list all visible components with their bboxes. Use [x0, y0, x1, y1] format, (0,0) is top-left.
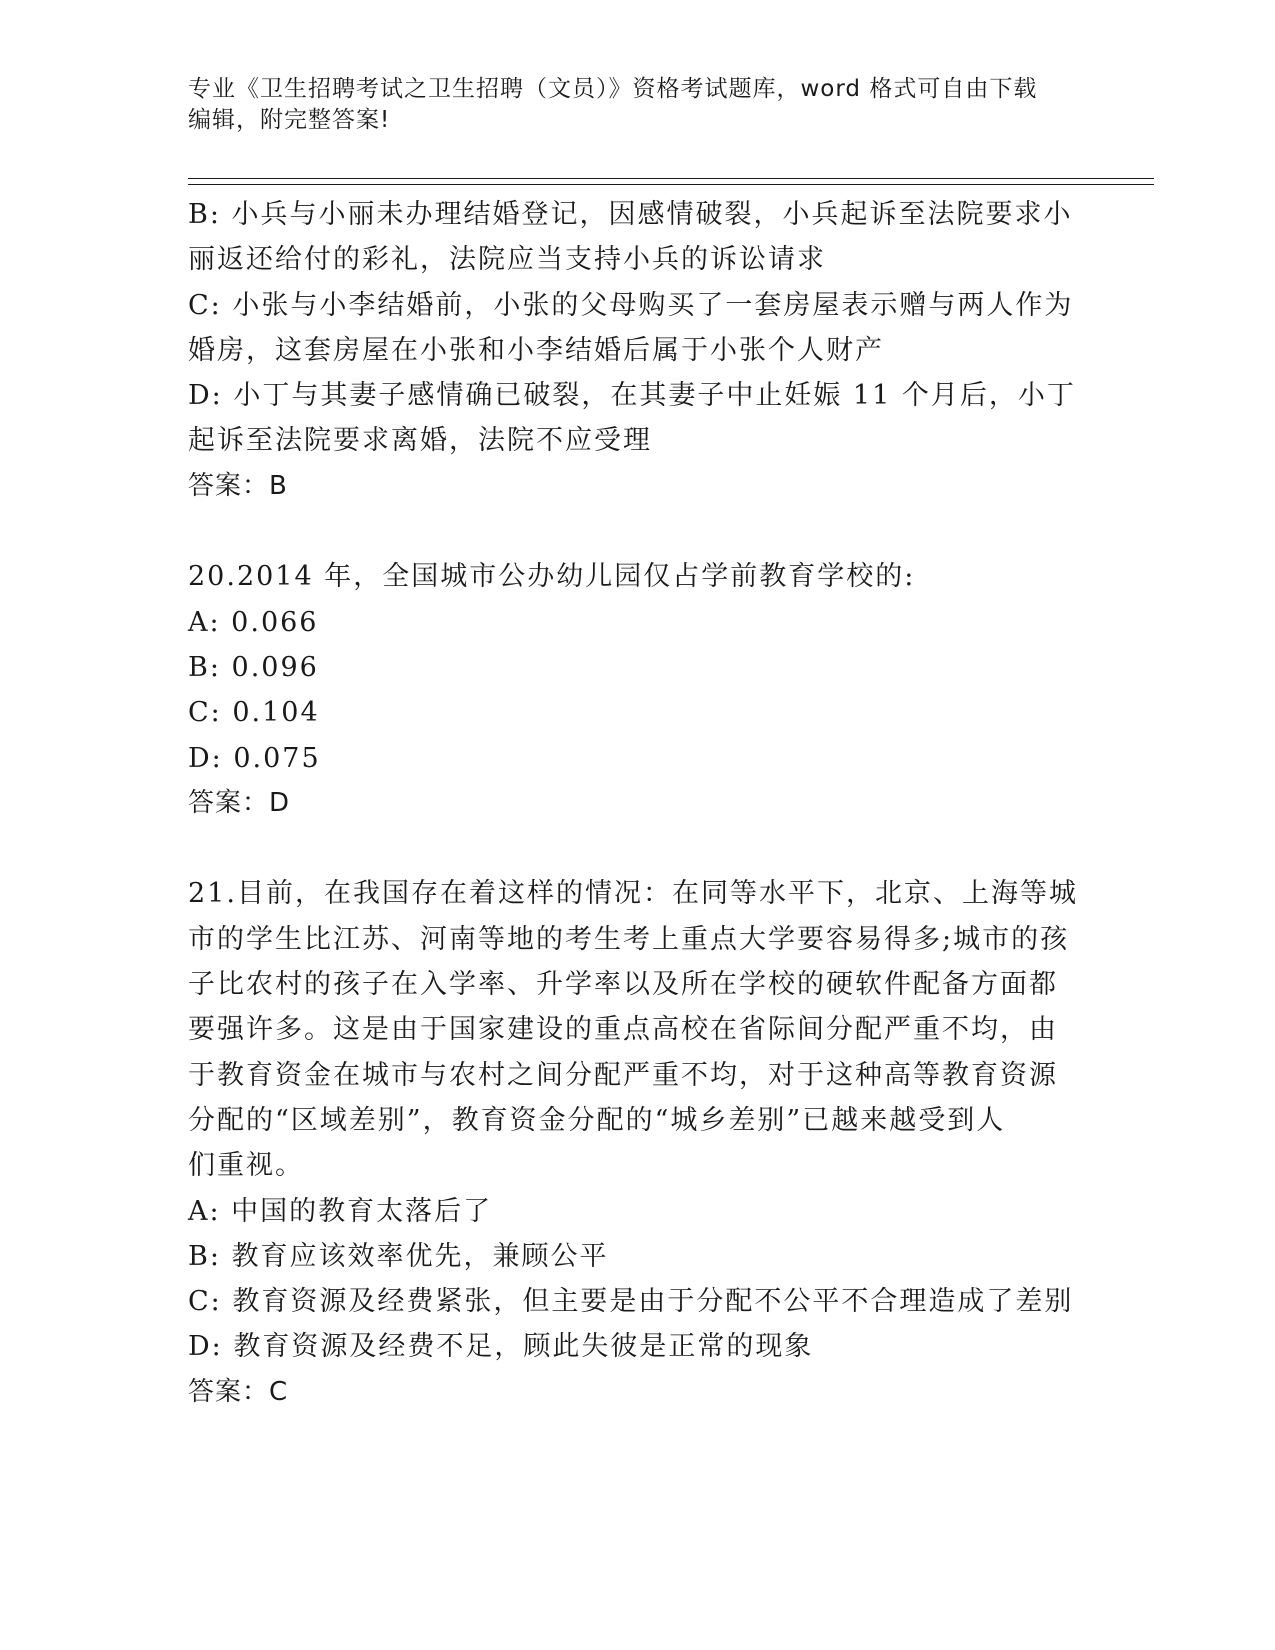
question-21-text-line: 市的学生比江苏、河南等地的考生考上重点大学要容易得多;城市的孩 [188, 923, 1070, 955]
answer-label: 答案：B [188, 470, 288, 501]
question-21-option-c: C: 教育资源及经费紧张，但主要是由于分配不公平不合理造成了差别 [188, 1286, 1074, 1318]
option-c-line-1: C: 小张与小李结婚前，小张的父母购买了一套房屋表示赠与两人作为 [188, 289, 1074, 321]
option-d-line-2: 起诉至法院要求离婚，法院不应受理 [188, 425, 652, 457]
question-21-text-line: 们重视。 [188, 1150, 304, 1182]
question-21-option-d: D: 教育资源及经费不足，顾此失彼是正常的现象 [188, 1331, 814, 1363]
previous-question-block [188, 192, 1088, 509]
question-20-option-c: C: 0.104 [188, 697, 320, 729]
spacer [188, 509, 1088, 554]
question-21-text-line: 于教育资金在城市与农村之间分配严重不均，对于这种高等教育资源 [188, 1059, 1058, 1091]
question-20-option-d: D: 0.075 [188, 742, 321, 774]
option-d-line-1: D: 小丁与其妻子感情确已破裂，在其妻子中止妊娠 11 个月后，小丁 [188, 380, 1076, 412]
question-21-option-b: B: 教育应该效率优先，兼顾公平 [188, 1240, 609, 1272]
question-21-text-line: 子比农村的孩子在入学率、升学率以及所在学校的硬软件配备方面都 [188, 969, 1058, 1001]
header-line-1: 专业《卫生招聘考试之卫生招聘（文员）》资格考试题库，word 格式可自由下载 [188, 76, 1038, 102]
question-21-answer: 答案：C [188, 1376, 289, 1407]
option-b-line-2: 丽返还给付的彩礼，法院应当支持小兵的诉讼请求 [188, 244, 826, 276]
option-b-line-1: B: 小兵与小丽未办理结婚登记，因感情破裂，小兵起诉至法院要求小 [188, 199, 1073, 230]
question-20-block [188, 554, 1088, 826]
question-20-option-a: A: 0.066 [188, 606, 319, 638]
question-content [188, 192, 1088, 1415]
header-divider [188, 178, 1154, 185]
question-21-text-line: 要强许多。这是由于国家建设的重点高校在省际间分配严重不均，由 [188, 1014, 1058, 1046]
question-20-answer: 答案：D [188, 787, 291, 818]
question-21-block [188, 871, 1088, 1415]
question-20-option-b: B: 0.096 [188, 651, 319, 683]
header-line-2: 编辑，附完整答案! [188, 107, 391, 133]
question-20-text: 20.2014 年，全国城市公办幼儿园仅占学前教育学校的: [188, 561, 916, 593]
question-21-text-line: 分配的“区域差别”，教育资金分配的“城乡差别”已越来越受到人 [188, 1104, 1006, 1136]
document-header [188, 74, 1068, 136]
question-21-text-line: 21.目前，在我国存在着这样的情况：在同等水平下，北京、上海等城 [188, 878, 1078, 910]
option-c-line-2: 婚房，这套房屋在小张和小李结婚后属于小张个人财产 [188, 334, 884, 366]
spacer [188, 826, 1088, 871]
question-21-option-a: A: 中国的教育太落后了 [188, 1195, 493, 1227]
